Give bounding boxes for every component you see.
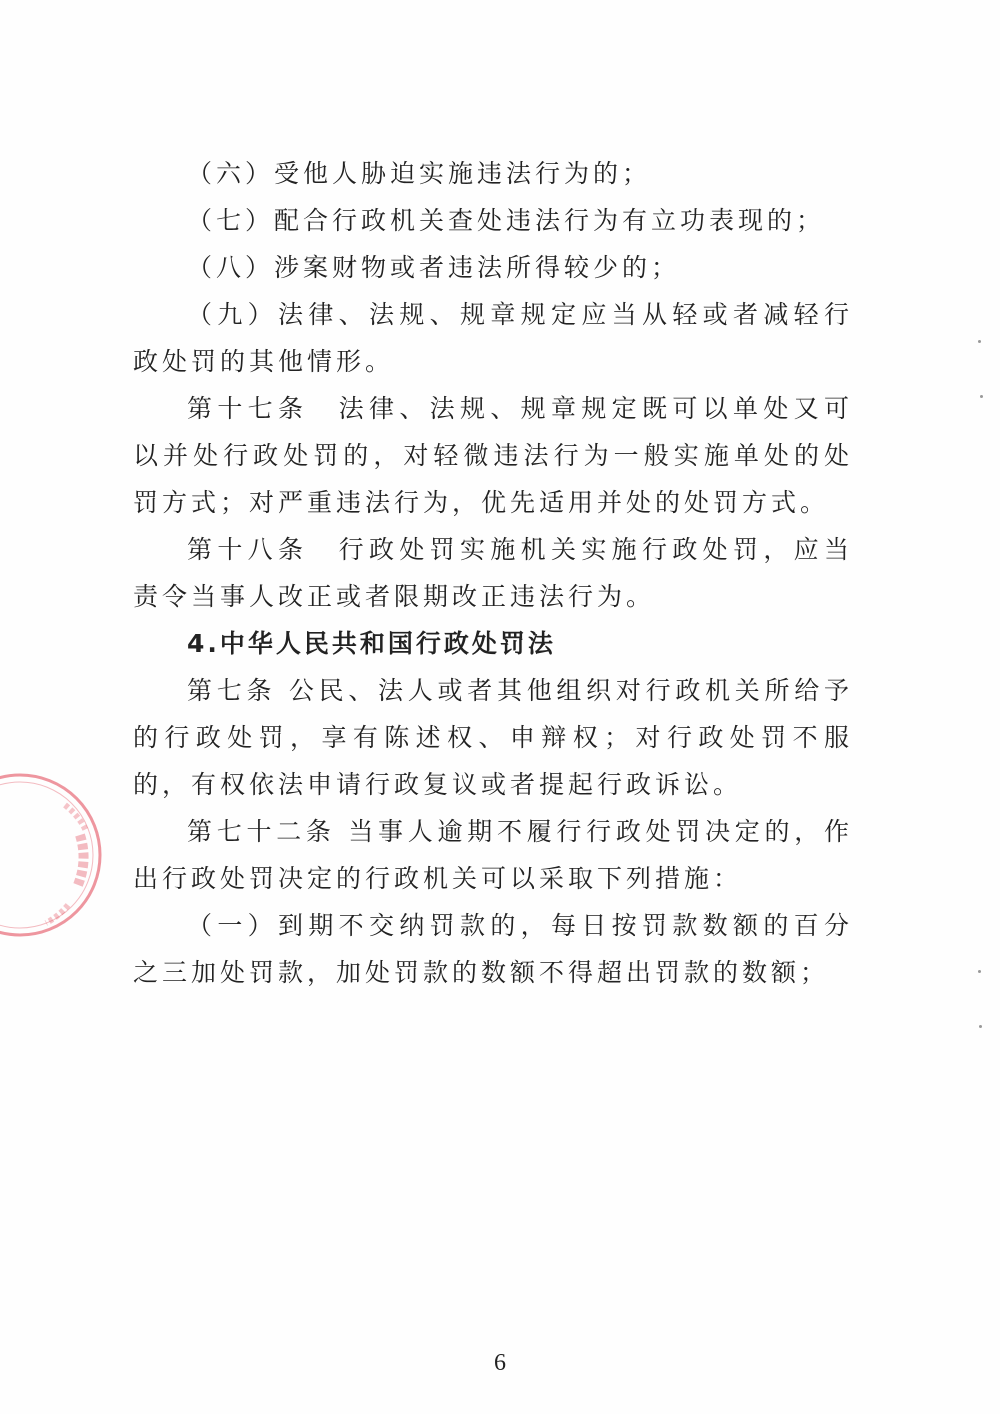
paragraph: 第七十二条 当事人逾期不履行行政处罚决定的，作出行政处罚决定的行政机关可以采取下列措施： (133, 817, 853, 893)
paragraph: 第十八条 行政处罚实施机关实施行政处罚，应当责令当事人改正或者限期改正违法行为。 (133, 535, 853, 611)
paragraph: （八）涉案财物或者违法所得较少的； (187, 253, 681, 282)
paragraph: （七）配合行政机关查处违法行为有立功表现的； (187, 206, 826, 235)
paragraph: 第七条 公民、法人或者其他组织对行政机关所给予的行政处罚，享有陈述权、申辩权；对行政处罚不服的，有权依法申请行政复议或者提起行政诉讼。 (133, 676, 853, 799)
document-body (133, 150, 853, 996)
page-number: 6 (494, 1350, 506, 1376)
scan-speck (978, 340, 981, 343)
scan-speck (978, 970, 981, 973)
paragraph: （九）法律、法规、规章规定应当从轻或者减轻行政处罚的其他情形。 (133, 300, 853, 376)
scan-speck (979, 1025, 982, 1028)
scan-speck (980, 395, 983, 398)
paragraph: （一）到期不交纳罚款的，每日按罚款数额的百分之三加处罚款，加处罚款的数额不得超出罚款的数额； (133, 911, 853, 987)
paragraph: 第十七条 法律、法规、规章规定既可以单处又可以并处行政处罚的，对轻微违法行为一般实施单处的处罚方式；对严重违法行为，优先适用并处的处罚方式。 (133, 394, 853, 517)
red-seal-stamp (0, 765, 110, 945)
paragraph: （六）受他人胁迫实施违法行为的； (187, 159, 652, 188)
section-heading: 4.中华人民共和国行政处罚法 (187, 629, 556, 658)
